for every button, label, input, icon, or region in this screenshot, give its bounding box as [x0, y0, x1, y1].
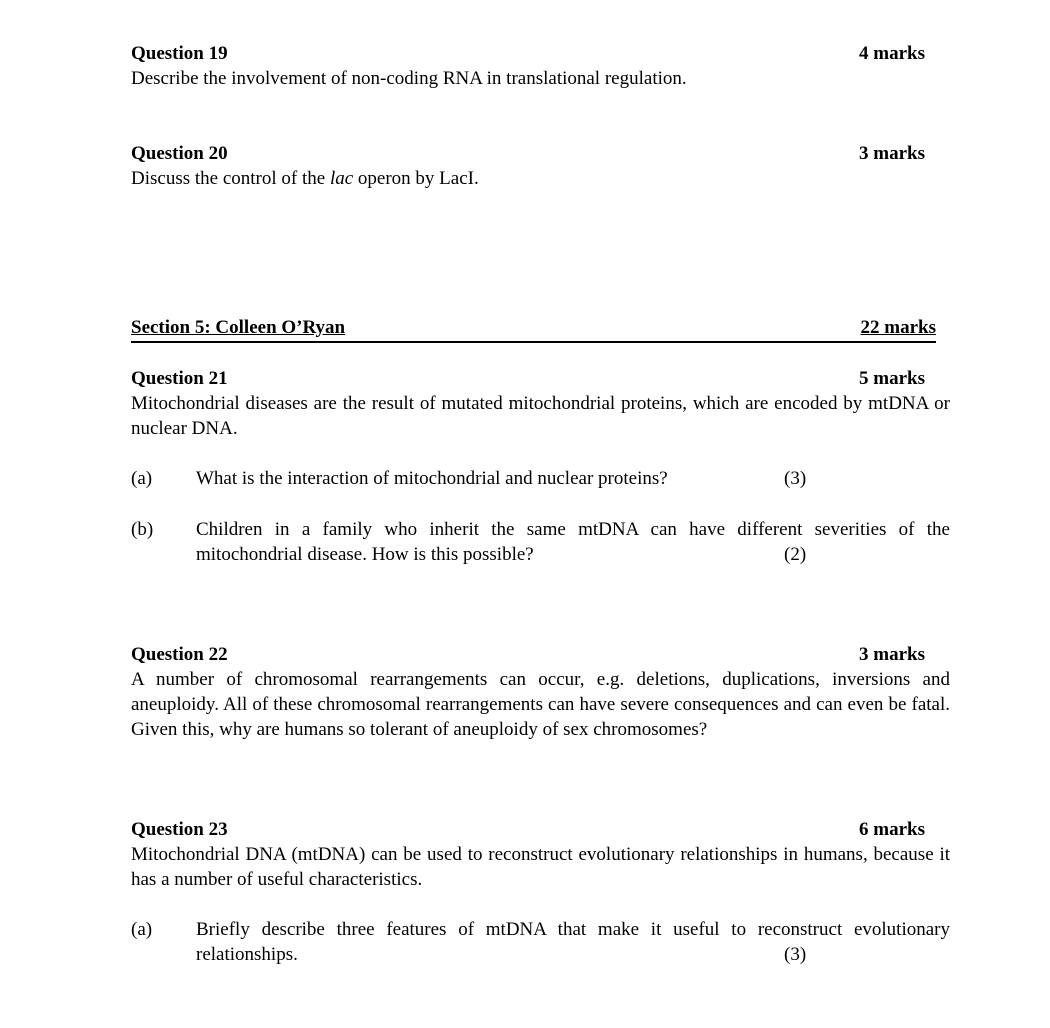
section-title: Section 5: Colleen O’Ryan — [131, 317, 346, 338]
question-text-part: operon by LacI. — [353, 168, 479, 189]
question-title: Question 21 — [131, 368, 228, 389]
part-text: What is the interaction of mitochondrial and nuclear proteins? — [196, 468, 668, 489]
question-marks: 6 marks — [859, 819, 925, 840]
question-title: Question 20 — [131, 143, 228, 164]
question-20-text — [131, 166, 950, 191]
question-title: Question 23 — [131, 819, 228, 840]
part-text: Briefly describe three features of mtDNA that make it useful to reconstruct evolutionary relationships. — [196, 919, 950, 965]
question-marks: 5 marks — [859, 368, 925, 389]
part-text: Children in a family who inherit the same mtDNA can have different severities of the mitochondrial disease. How is this possible? — [196, 519, 950, 565]
part-label: (a) — [131, 919, 153, 940]
part-points: (3) — [784, 468, 807, 489]
question-text-italic: lac — [329, 168, 354, 189]
question-19-header — [131, 41, 925, 66]
question-marks: 4 marks — [859, 43, 925, 64]
question-23-text: Mitochondrial DNA (mtDNA) can be used to reconstruct evolutionary relationships in humans, because it has a number of useful characteristics. — [131, 844, 950, 890]
part-label: (b) — [131, 519, 154, 540]
question-19-text: Describe the involvement of non-coding RNA in translational regulation. — [131, 68, 687, 89]
question-23-header — [131, 817, 925, 842]
question-title: Question 22 — [131, 644, 228, 665]
section-5-header — [131, 315, 936, 343]
question-title: Question 19 — [131, 43, 228, 64]
question-22-header — [131, 642, 925, 667]
question-21-header — [131, 366, 925, 391]
question-22-text: A number of chromosomal rearrangements can occur, e.g. deletions, duplications, inversions and aneuploidy. All of these chromosomal rearrangements can have severe consequences and can even be fatal. Given this, why are humans so tolerant of aneuploidy of sex chromosomes? — [131, 669, 950, 740]
part-points: (2) — [784, 544, 807, 565]
question-20-header — [131, 141, 925, 166]
question-marks: 3 marks — [859, 143, 925, 164]
part-label: (a) — [131, 468, 153, 489]
question-text-part: Discuss the control of the — [131, 168, 330, 189]
section-marks: 22 marks — [860, 317, 936, 338]
question-marks: 3 marks — [859, 644, 925, 665]
question-21-text: Mitochondrial diseases are the result of mutated mitochondrial proteins, which are encoded by mtDNA or nuclear DNA. — [131, 393, 950, 439]
part-points: (3) — [784, 944, 807, 965]
